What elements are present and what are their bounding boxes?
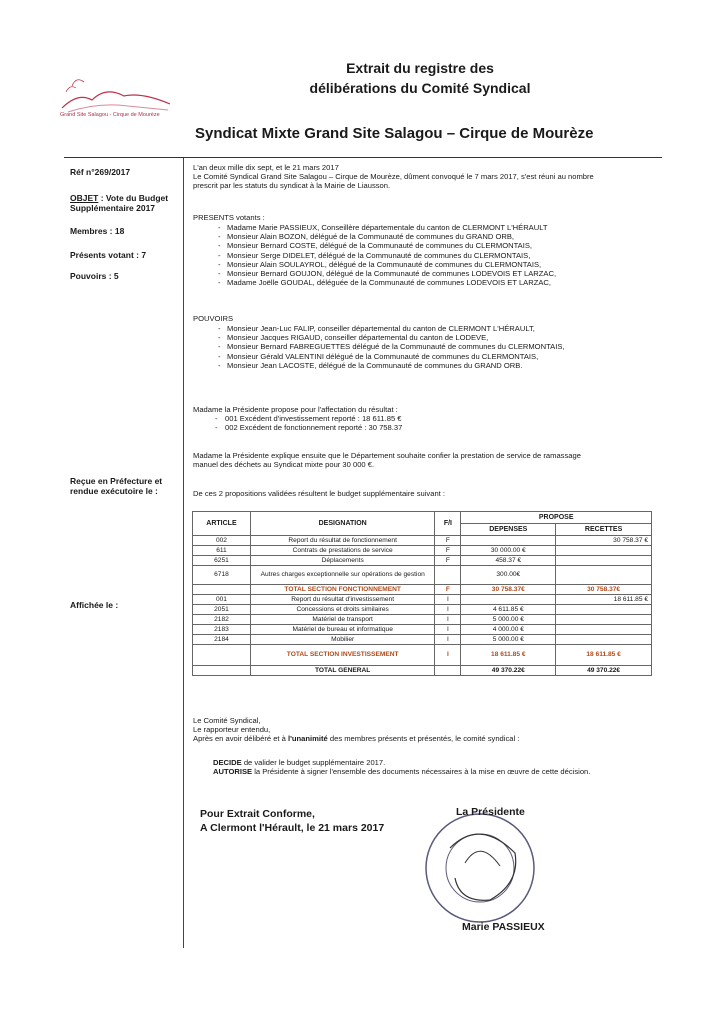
table-row: 611 Contrats de prestations de service F 30 000.00 €: [193, 546, 652, 556]
header-propose: PROPOSE: [461, 512, 652, 524]
list-item: - Monsieur Bernard FABREGUETTES délégué de la Communauté de communes du CLERMONTAIS,: [218, 342, 565, 352]
table-row: 2184 Mobilier I 5 000.00 €: [193, 635, 652, 645]
total-fonctionnement-row: TOTAL SECTION FONCTIONNEMENT F 30 758.37€ 30 758.37€: [193, 585, 652, 595]
list-item: - Monsieur Jean-Luc FALIP, conseiller départemental du canton de CLERMONT L'HÉRAULT,: [218, 324, 535, 333]
table-row: 2182 Matériel de transport I 5 000.00 €: [193, 615, 652, 625]
total-general-row: TOTAL GENERAL 49 370.22€ 49 370.22€: [193, 666, 652, 676]
extract-line-1: Pour Extrait Conforme,: [200, 808, 315, 820]
pouvoirs-count: Pouvoirs : 5: [70, 271, 119, 281]
objet-block: [70, 193, 168, 213]
stamp-seal-icon: [420, 808, 540, 928]
closing-line-2: Le rapporteur entendu,: [193, 725, 271, 735]
decision-block: [213, 758, 590, 776]
prefecture-line-2: rendue exécutoire le :: [70, 486, 158, 496]
list-item: - Monsieur Serge DIDELET, délégué de la Communauté de communes du CLERMONTAIS,: [218, 250, 531, 260]
list-item: - Monsieur Alain BOZON, délégué de la Communauté de communes du GRAND ORB,: [218, 232, 515, 242]
list-item: - Monsieur Alain SOULAYROL, délégué de la Communauté de communes du CLERMONTAIS,: [218, 259, 542, 269]
list-item: - Monsieur Jean LACOSTE, délégué de la Communauté de communes du GRAND ORB.: [218, 360, 523, 370]
explique-line-2: manuel des déchets au Syndicat mixte pour 30 000 €.: [193, 460, 375, 470]
affichee-label: Affichée le :: [70, 600, 119, 610]
list-item: - Monsieur Gérald VALENTINI délégué de la Communauté de communes du CLERMONTAIS,: [218, 351, 539, 361]
objet-text: : Vote du Budget: [98, 193, 169, 203]
presents-count: Présents votant : 7: [70, 250, 147, 260]
title-line-2: délibérations du Comité Syndical: [309, 80, 531, 96]
header-depenses: DEPENSES: [461, 524, 556, 536]
column-divider: [183, 158, 184, 948]
result-intro: De ces 2 propositions validées résultent le budget supplémentaire suivant :: [193, 489, 446, 498]
list-item: - Monsieur Bernard GOUJON, délégué de la Communauté de communes LODEVOIS ET LARZAC,: [218, 269, 557, 279]
table-row: 2051 Concessions et droits similaires I 4 611.85 €: [193, 605, 652, 615]
signatory-name: Marie PASSIEUX: [462, 921, 545, 933]
autorise-line: AUTORISE la Présidente à signer l'ensemble des documents nécessaires à la mise en œuvre de cette décision.: [213, 767, 591, 777]
explique-line-1: Madame la Présidente explique ensuite que le Département souhaite confier la prestation de service de ramassage: [193, 451, 581, 460]
document-subtitle: Syndicat Mixte Grand Site Salagou – Cirque de Mourèze: [195, 125, 594, 142]
closing-block: [193, 716, 519, 744]
affectation-intro: Madame la Présidente propose pour l'affectation du résultat :: [193, 405, 398, 414]
extract-line-2: A Clermont l'Hérault, le 21 mars 2017: [200, 822, 385, 834]
table-row: 2183 Matériel de bureau et informatique I 4 000.00 €: [193, 625, 652, 635]
intro-line-2: Le Comité Syndical Grand Site Salagou – Cirque de Mourèze, dûment convoqué le 7 mars 2017, s'est réuni au nombre: [193, 172, 594, 182]
signatory-title: La Présidente: [456, 806, 525, 818]
objet-label: OBJET: [70, 193, 99, 203]
title-line-1: Extrait du registre des: [346, 60, 494, 76]
prefecture-label: [70, 476, 162, 496]
intro-line-3: prescrit par les statuts du syndicat à la Mairie de Liausson.: [193, 181, 391, 191]
budget-table: [192, 511, 652, 676]
closing-line-3: Après en avoir délibéré et à l'unanimité des membres présents et présentés, le comité syndical :: [193, 734, 520, 744]
extract-conform: [200, 807, 384, 835]
list-item: - 002 Excédent de fonctionnement reporté : 30 758.37: [215, 423, 403, 433]
list-item: - Madame Joëlle GOUDAL, déléguée de la Communauté de communes LODEVOIS ET LARZAC,: [218, 278, 552, 288]
objet-text-2: Supplémentaire 2017: [70, 203, 156, 213]
intro-line-1: L'an deux mille dix sept, et le 21 mars 2017: [193, 163, 339, 172]
header-fi: F/I: [435, 512, 461, 536]
table-row: 002 Report du résultat de fonctionnement F 30 758.37 €: [193, 536, 652, 546]
official-stamp: [420, 808, 540, 928]
decide-line: DECIDE de valider le budget supplémentaire 2017.: [213, 758, 386, 767]
header-recettes: RECETTES: [556, 524, 652, 536]
membres-count: Membres : 18: [70, 226, 125, 236]
table-row: 6251 Déplacements F 458.37 €: [193, 556, 652, 566]
list-item: - Monsieur Bernard COSTE, délégué de la Communauté de communes du CLERMONTAIS,: [218, 241, 533, 251]
pouvoirs-title: POUVOIRS: [193, 314, 234, 323]
explique-block: [193, 451, 581, 469]
document-title: [250, 58, 590, 98]
list-item: - 001 Excédent d'investissement reporté : 18 611.85 €: [215, 414, 402, 424]
logo-caption: Grand Site Salagou - Cirque de Mourèze: [60, 112, 160, 118]
intro-block: [193, 163, 594, 191]
prefecture-line-1: Reçue en Préfecture et: [70, 476, 163, 486]
presents-title: PRESENTS votants :: [193, 213, 265, 222]
table-header-row: [193, 512, 652, 524]
closing-line-1: Le Comité Syndical,: [193, 716, 261, 725]
list-item: - Madame Marie PASSIEUX, Conseillère départementale du canton de CLERMONT L'HÉRAULT: [218, 223, 548, 232]
table-row: 001 Report du résultat d'investissement I 18 611.85 €: [193, 595, 652, 605]
header-designation: DESIGNATION: [250, 512, 435, 536]
total-investissement-row: TOTAL SECTION INVESTISSEMENT I 18 611.85 € 18 611.85 €: [193, 645, 652, 666]
presents-list: [218, 223, 557, 288]
header-article: ARTICLE: [193, 512, 251, 536]
list-item: - Monsieur Jacques RIGAUD, conseiller départemental du canton de LODEVE,: [218, 333, 489, 343]
header-divider: [64, 157, 662, 158]
table-row: 6718 Autres charges exceptionnelle sur opérations de gestion 300.00€: [193, 566, 652, 585]
pouvoirs-list: [218, 324, 565, 370]
reference-number: Réf n°269/2017: [70, 167, 131, 177]
affectation-block: [193, 405, 402, 433]
